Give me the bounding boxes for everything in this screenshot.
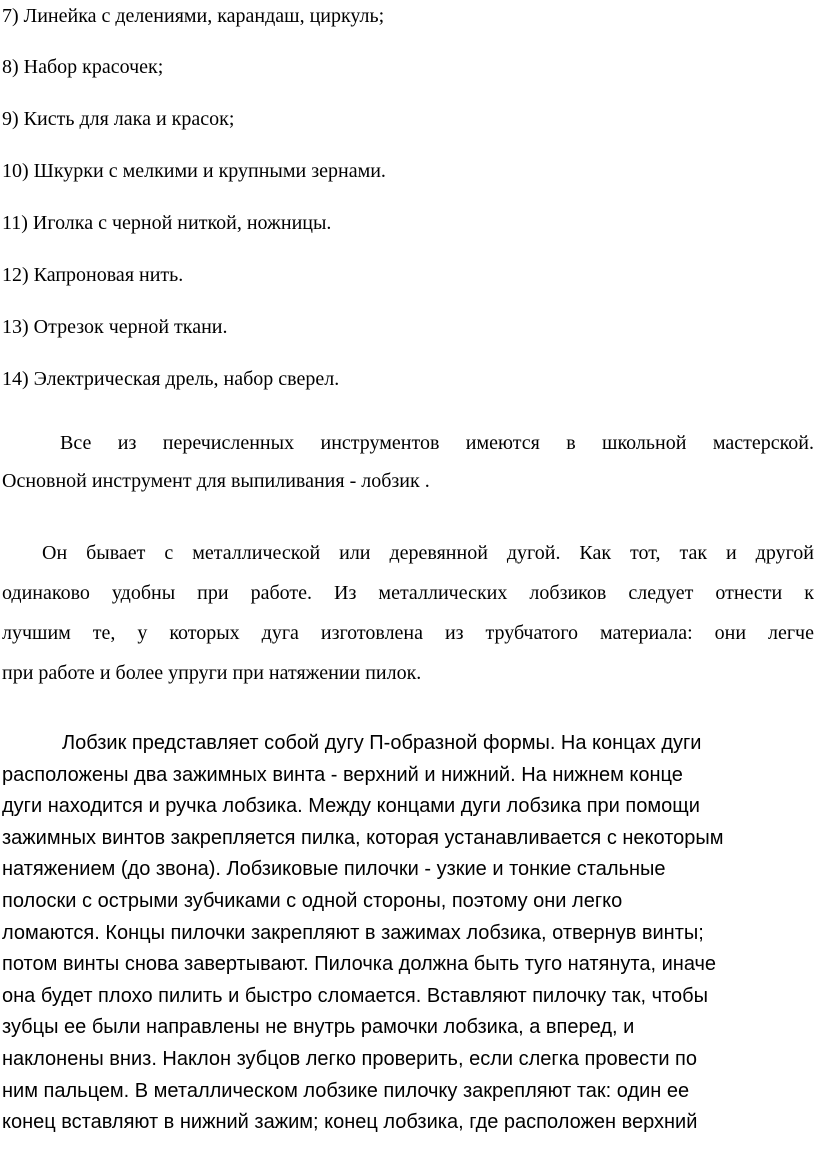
paragraph-line: зажимных винтов закрепляется пилка, которая устанавливается с некоторым	[2, 826, 724, 849]
paragraph-fretsaw-description	[2, 728, 802, 1139]
paragraph-tools-available	[2, 424, 814, 500]
paragraph-line: расположены два зажимных винта - верхний и нижний. На нижнем конце	[2, 763, 683, 786]
paragraph-line: полоски с острыми зубчиками с одной стороны, поэтому они легко	[2, 889, 623, 912]
paragraph-line: конец вставляют в нижний зажим; конец лобзика, где расположен верхний	[2, 1111, 698, 1134]
paragraph-line: потом винты снова завертывают. Пилочка должна быть туго натянута, иначе	[2, 953, 717, 976]
paragraph-fretsaw-types	[2, 533, 814, 693]
paragraph-line: Все из перечисленных инструментов имеются в школьной мастерской.	[60, 432, 814, 454]
paragraph-line: ним пальцем. В металлическом лобзике пилочку закрепляют так: один ее	[2, 1079, 690, 1102]
list-item: 7) Линейка с делениями, карандаш, циркуль;	[2, 5, 385, 27]
paragraph-line: Основной инструмент для выпиливания - лобзик .	[2, 470, 430, 492]
paragraph-line: при работе и более упруги при натяжении пилок.	[2, 662, 422, 684]
list-item: 14) Электрическая дрель, набор сверел.	[2, 368, 340, 390]
paragraph-line: Он бывает с металлической или деревянной дугой. Как тот, так и другой	[42, 542, 814, 564]
paragraph-line: зубцы ее были направлены не внутрь рамочки лобзика, а вперед, и	[2, 1016, 635, 1039]
paragraph-line: ломаются. Концы пилочки закрепляют в зажимах лобзика, отвернув винты;	[2, 921, 704, 944]
paragraph-line: лучшим те, у которых дуга изготовлена из трубчатого материала: они легче	[2, 622, 814, 644]
list-item: 9) Кисть для лака и красок;	[2, 108, 235, 130]
list-item: 10) Шкурки с мелкими и крупными зернами.	[2, 160, 386, 182]
paragraph-line: Лобзик представляет собой дугу П-образной формы. На концах дуги	[62, 732, 702, 754]
list-item: 13) Отрезок черной ткани.	[2, 316, 228, 338]
paragraph-line: натяжением (до звона). Лобзиковые пилочки - узкие и тонкие стальные	[2, 858, 666, 881]
list-item: 11) Иголка с черной ниткой, ножницы.	[2, 212, 332, 234]
paragraph-line: дуги находится и ручка лобзика. Между концами дуги лобзика при помощи	[2, 795, 700, 818]
paragraph-line: одинаково удобны при работе. Из металлических лобзиков следует отнести к	[2, 582, 814, 604]
list-item: 8) Набор красочек;	[2, 56, 164, 78]
list-item: 12) Капроновая нить.	[2, 264, 184, 286]
paragraph-line: наклонены вниз. Наклон зубцов легко проверить, если слегка провести по	[2, 1047, 697, 1070]
paragraph-line: она будет плохо пилить и быстро сломается. Вставляют пилочку так, чтобы	[2, 984, 708, 1007]
